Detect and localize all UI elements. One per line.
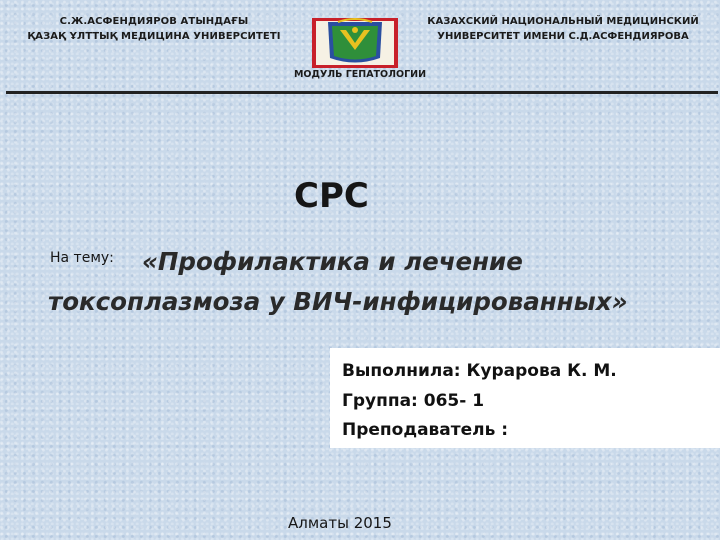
topic-prefix: На тему: [50, 250, 114, 266]
topic-title [48, 240, 720, 324]
module-title: МОДУЛЬ ГЕПАТОЛОГИИ [293, 69, 427, 80]
topic-title-line2: токсоплазмоза у ВИЧ-инфицированных» [48, 287, 628, 316]
university-name-kazakh-line2: ҚАЗАҚ ҰЛТТЫҚ МЕДИЦИНА УНИВЕРСИТЕТІ [27, 31, 281, 42]
university-name-russian-line1: КАЗАХСКИЙ НАЦИОНАЛЬНЫЙ МЕДИЦИНСКИЙ [427, 16, 699, 27]
group-number: Группа: 065- 1 [342, 391, 485, 411]
header-divider [6, 91, 718, 94]
slide-title: СРС [294, 176, 369, 216]
university-emblem-icon [310, 18, 400, 68]
author-name: Выполнила: Курарова К. М. [342, 361, 617, 381]
topic-title-line1: «Профилактика и лечение [142, 247, 523, 276]
university-name-russian-line2: УНИВЕРСИТЕТ ИМЕНИ С.Д.АСФЕНДИЯРОВА [437, 31, 689, 42]
university-name-kazakh [14, 14, 294, 44]
teacher-label: Преподаватель : [342, 420, 509, 440]
author-info-box [330, 348, 720, 448]
university-name-kazakh-line1: С.Ж.АСФЕНДИЯРОВ АТЫНДАҒЫ [59, 16, 249, 27]
city-year: Алматы 2015 [288, 514, 392, 532]
university-name-russian [408, 14, 718, 44]
